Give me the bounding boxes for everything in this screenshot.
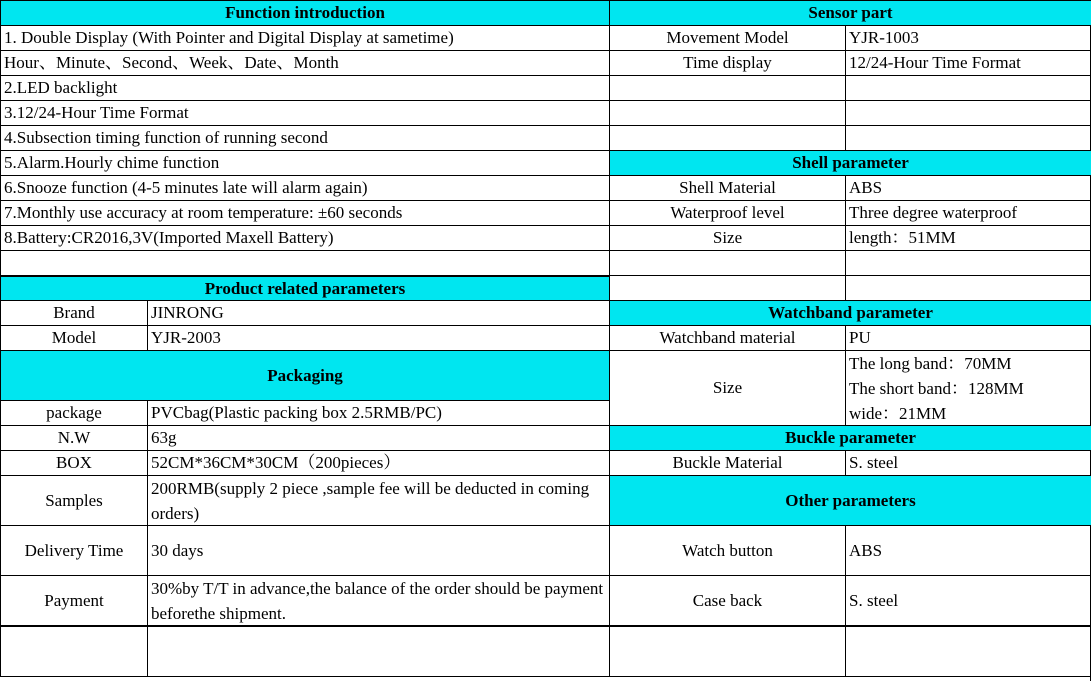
time-display-value: 12/24-Hour Time Format [845, 50, 1091, 75]
watchband-header: Watchband parameter [609, 300, 1091, 325]
empty-cell [845, 75, 1091, 100]
function-item: Hour、Minute、Second、Week、Date、Month [0, 50, 609, 75]
empty-cell [609, 75, 845, 100]
delivery-label: Delivery Time [0, 525, 147, 575]
buckle-material-value: S. steel [845, 450, 1091, 475]
product-header: Product related parameters [0, 275, 609, 300]
function-item: 6.Snooze function (4-5 minutes late will alarm again) [0, 175, 609, 200]
shell-header: Shell parameter [609, 150, 1091, 175]
movement-label: Movement Model [609, 25, 845, 50]
watchband-wide: wide：21MM [849, 403, 947, 423]
package-label: package [0, 400, 147, 425]
empty-cell [845, 625, 1091, 677]
function-item: 1. Double Display (With Pointer and Digital Display at sametime) [0, 25, 609, 50]
function-item: 4.Subsection timing function of running second [0, 125, 609, 150]
empty-cell [0, 250, 609, 275]
brand-value: JINRONG [147, 300, 609, 325]
empty-cell [609, 625, 845, 677]
watchband-material-label: Watchband material [609, 325, 845, 350]
watch-button-label: Watch button [609, 525, 845, 575]
watchband-long-band: The long band：70MM [849, 353, 1012, 373]
other-header: Other parameters [609, 475, 1091, 525]
case-back-value: S. steel [845, 575, 1091, 625]
samples-label: Samples [0, 475, 147, 525]
watchband-material-value: PU [845, 325, 1091, 350]
package-value: PVCbag(Plastic packing box 2.5RMB/PC) [147, 400, 609, 425]
empty-cell [147, 625, 609, 677]
packaging-header: Packaging [0, 350, 609, 400]
model-value: YJR-2003 [147, 325, 609, 350]
brand-label: Brand [0, 300, 147, 325]
shell-material-label: Shell Material [609, 175, 845, 200]
watchband-short-band: The short band：128MM [849, 378, 1024, 398]
watch-button-value: ABS [845, 525, 1091, 575]
time-display-label: Time display [609, 50, 845, 75]
watchband-size-label: Size [609, 350, 845, 425]
shell-size-label: Size [609, 225, 845, 250]
box-label: BOX [0, 450, 147, 475]
empty-cell [609, 250, 845, 275]
empty-cell [0, 625, 147, 677]
function-item: 8.Battery:CR2016,3V(Imported Maxell Battery) [0, 225, 609, 250]
buckle-header: Buckle parameter [609, 425, 1091, 450]
case-back-label: Case back [609, 575, 845, 625]
function-item: 5.Alarm.Hourly chime function [0, 150, 609, 175]
empty-cell [609, 125, 845, 150]
watchband-size-values [845, 350, 1091, 425]
empty-cell [845, 100, 1091, 125]
nw-value: 63g [147, 425, 609, 450]
empty-cell [609, 275, 845, 300]
empty-cell [845, 250, 1091, 275]
function-item: 2.LED backlight [0, 75, 609, 100]
shell-size-value: length：51MM [845, 225, 1091, 250]
empty-cell [845, 275, 1091, 300]
model-label: Model [0, 325, 147, 350]
payment-label: Payment [0, 575, 147, 625]
delivery-value: 30 days [147, 525, 609, 575]
movement-value: YJR-1003 [845, 25, 1091, 50]
empty-cell [609, 100, 845, 125]
function-item: 3.12/24-Hour Time Format [0, 100, 609, 125]
empty-cell [845, 125, 1091, 150]
buckle-material-label: Buckle Material [609, 450, 845, 475]
shell-material-value: ABS [845, 175, 1091, 200]
box-value: 52CM*36CM*30CM（200pieces） [147, 450, 609, 475]
function-item: 7.Monthly use accuracy at room temperature: ±60 seconds [0, 200, 609, 225]
nw-label: N.W [0, 425, 147, 450]
payment-value: 30%by T/T in advance,the balance of the order should be payment beforethe shipment. [147, 575, 609, 625]
sensor-header: Sensor part [609, 0, 1091, 25]
waterproof-label: Waterproof level [609, 200, 845, 225]
waterproof-value: Three degree waterproof [845, 200, 1091, 225]
function-intro-header: Function introduction [0, 0, 609, 25]
samples-value: 200RMB(supply 2 piece ,sample fee will be deducted in coming orders) [147, 475, 609, 525]
